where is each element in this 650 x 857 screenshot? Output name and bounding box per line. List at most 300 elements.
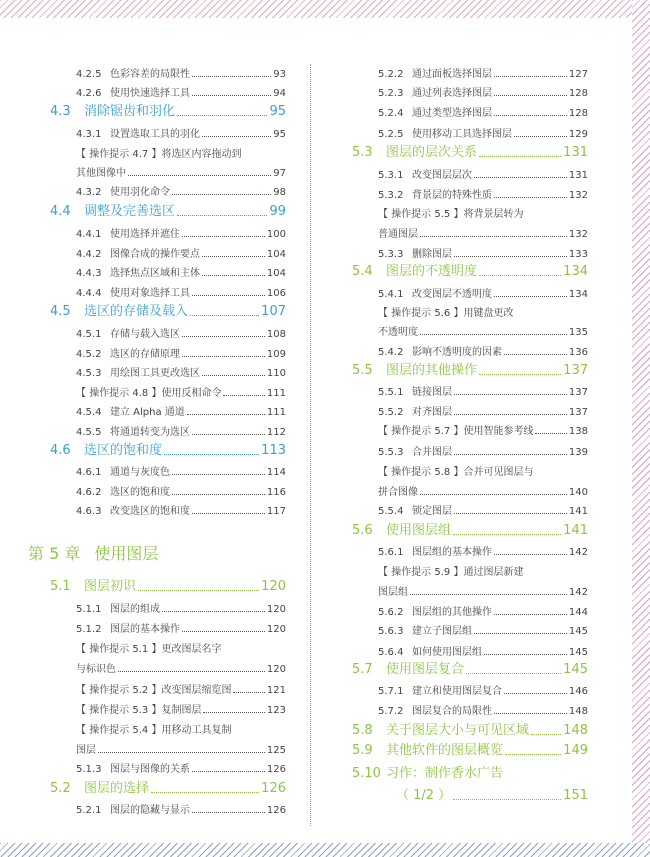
entry-title: 图层的基本操作 <box>110 624 180 635</box>
entry-title: 拼合图像 <box>378 487 418 498</box>
entry-title: 图层 <box>76 745 96 756</box>
dot-leader <box>192 433 265 435</box>
entry-title: 将通道转变为选区 <box>110 427 190 438</box>
page-number: 136 <box>568 347 588 358</box>
page-number: 145 <box>563 662 588 677</box>
entry-line <box>352 125 588 140</box>
section-number: 4.5.2 <box>76 349 102 360</box>
entry-line <box>352 323 588 338</box>
dot-leader <box>484 653 567 655</box>
toc-subsection-entry <box>50 322 286 340</box>
section-number: 5.1.1 <box>76 604 102 615</box>
section-number: 5.5 <box>352 363 373 378</box>
page-number: 131 <box>563 145 588 160</box>
chapter-title: 使用图层 <box>94 544 159 563</box>
section-number: 5.3.3 <box>378 249 404 260</box>
tip-text: 【 操作提示 5.6 】用键盘更改 <box>378 308 514 319</box>
entry-line <box>50 325 286 340</box>
toc-subsection-entry <box>352 242 588 260</box>
section-number: 5.5.3 <box>378 447 404 458</box>
section-number: 4.3.1 <box>76 129 102 140</box>
entry-title: 选择焦点区域和主体 <box>110 268 200 279</box>
page-number: 95 <box>273 129 286 140</box>
section-number: 5.7.1 <box>378 686 404 697</box>
entry-title: 图像合成的操作要点 <box>110 249 200 260</box>
entry-title: 使用快速选择工具 <box>110 88 190 99</box>
dot-leader <box>203 711 264 713</box>
dot-leader <box>474 176 567 178</box>
dot-leader <box>479 274 561 276</box>
toc-subsection-entry <box>352 380 588 398</box>
toc-subsection-entry <box>50 281 286 299</box>
toc-subsection-entry <box>50 261 286 279</box>
entry-line <box>50 364 286 379</box>
section-number: 5.7 <box>352 662 373 677</box>
page-number: 137 <box>568 387 588 398</box>
page-number: 126 <box>266 805 286 816</box>
toc-tip-entry <box>50 142 286 160</box>
entry-title: 对齐图层 <box>412 407 452 418</box>
page-number: 106 <box>266 288 286 299</box>
tip-text: 【 操作提示 5.1 】更改图层名字 <box>76 644 222 655</box>
entry-line <box>352 104 588 119</box>
section-number: 4.5.3 <box>76 368 102 379</box>
toc-section-heading <box>50 778 286 796</box>
page-number: 108 <box>266 329 286 340</box>
toc-subsection-entry <box>50 617 286 635</box>
dot-leader <box>420 235 567 237</box>
entry-line <box>352 166 588 181</box>
section-number: 5.6 <box>352 523 373 538</box>
page-number: 126 <box>266 764 286 775</box>
page-number: 120 <box>266 604 286 615</box>
entry-line <box>50 423 286 438</box>
entry-line <box>352 463 588 478</box>
toc-continuation-entry <box>352 320 588 338</box>
section-number: 5.3.1 <box>378 170 404 181</box>
toc-subsection-entry <box>50 361 286 379</box>
toc-subsection-entry <box>50 180 286 198</box>
toc-subsection-entry <box>50 400 286 418</box>
page-number: 142 <box>568 547 588 558</box>
entry-title: 链接图层 <box>412 387 452 398</box>
page-number: 113 <box>261 443 286 458</box>
entry-line <box>50 284 286 299</box>
page-number: 120 <box>266 624 286 635</box>
dot-leader <box>494 553 567 555</box>
page-number: 111 <box>266 407 286 418</box>
dot-leader <box>454 255 567 257</box>
toc-subsection-entry <box>50 342 286 360</box>
toc-section-heading <box>50 440 286 458</box>
page-number: 128 <box>568 108 588 119</box>
toc-section-heading <box>50 576 286 594</box>
section-number: 5.4 <box>352 264 373 279</box>
entry-title: 锁定图层 <box>412 506 452 517</box>
section-number: 5.2.3 <box>378 88 404 99</box>
page-number: 138 <box>568 426 588 437</box>
dot-leader <box>479 373 561 375</box>
entry-title: 图层组的其他操作 <box>412 607 492 618</box>
toc-section-heading <box>50 301 286 319</box>
dot-leader <box>177 114 267 116</box>
entry-title: 存储与载入选区 <box>110 329 180 340</box>
toc-subsection-entry <box>352 540 588 558</box>
section-number: 5.1.3 <box>76 764 102 775</box>
page-number: 141 <box>568 506 588 517</box>
entry-line <box>352 443 588 458</box>
entry-title: 使用移动工具选择图层 <box>412 129 512 140</box>
entry-line <box>50 164 286 179</box>
entry-title: 影响不透明度的因素 <box>412 347 502 358</box>
dot-leader <box>162 610 265 612</box>
entry-line <box>50 463 286 478</box>
entry-line <box>352 422 588 437</box>
dot-leader <box>182 355 265 357</box>
section-number: 5.5.1 <box>378 387 404 398</box>
section-number: 5.5.4 <box>378 506 404 517</box>
dot-leader <box>504 692 567 694</box>
entry-line <box>50 640 286 655</box>
entry-title: 设置选取工具的羽化 <box>110 129 200 140</box>
entry-line <box>50 502 286 517</box>
dot-leader <box>202 255 265 257</box>
toc-subsection-entry <box>352 679 588 697</box>
page-number: 141 <box>563 523 588 538</box>
page-number: 149 <box>563 743 588 758</box>
dot-leader <box>494 75 567 77</box>
top-stripe-border <box>0 0 650 18</box>
dot-leader <box>514 135 567 137</box>
entry-title: 改变选区的饱和度 <box>110 506 190 517</box>
section-number: 5.7.2 <box>378 706 404 717</box>
page-number: 114 <box>266 467 286 478</box>
section-title: 调整及完善选区 <box>84 204 176 219</box>
dot-leader <box>118 670 265 672</box>
entry-line <box>352 186 588 201</box>
entry-line <box>352 682 588 697</box>
toc-subsection-entry <box>352 122 588 140</box>
entry-title: 图层的隐藏与显示 <box>110 805 190 816</box>
tip-text: 【 操作提示 5.7 】使用智能参考线 <box>378 426 534 437</box>
entry-line <box>352 603 588 618</box>
entry-title: 用绘图工具更改选区 <box>110 368 200 379</box>
toc-subsection-entry <box>50 242 286 260</box>
dot-leader <box>233 691 264 693</box>
toc-tip-entry <box>352 560 588 578</box>
page-number: 133 <box>568 249 588 260</box>
page-number: 111 <box>266 388 286 399</box>
dot-leader <box>454 512 567 514</box>
page-number: 132 <box>568 229 588 240</box>
dot-leader <box>192 512 265 514</box>
dot-leader <box>420 493 567 495</box>
right-stripe-border <box>632 0 650 857</box>
section-number: 4.4.3 <box>76 268 102 279</box>
toc-subsection-entry <box>50 62 286 80</box>
section-number: 5.6.3 <box>378 626 404 637</box>
page-number: 129 <box>568 129 588 140</box>
chapter-number: 第 5 章 <box>28 544 81 563</box>
tip-text: 【 操作提示 5.8 】合并可见图层与 <box>378 467 534 478</box>
dot-leader <box>192 811 265 813</box>
page-number: 127 <box>568 69 588 80</box>
entry-title: 改变图层不透明度 <box>412 289 492 300</box>
toc-section-heading <box>352 763 588 781</box>
toc-section-heading <box>352 659 588 677</box>
dot-leader <box>172 193 271 195</box>
page-number: 134 <box>563 264 588 279</box>
section-title: 选区的饱和度 <box>84 443 163 458</box>
section-title: 图层的层次关系 <box>386 145 478 160</box>
toc-tip-entry <box>50 718 286 736</box>
page-number: 99 <box>269 204 286 219</box>
page-number: 123 <box>266 705 286 716</box>
section-number: 4.6 <box>50 443 71 458</box>
tip-text: 【 操作提示 5.5 】将背景层转为 <box>378 209 524 220</box>
toc-section-heading <box>50 201 286 219</box>
tip-text: 【 操作提示 4.8 】使用反相命令 <box>76 388 222 399</box>
entry-line <box>50 403 286 418</box>
toc-subsection-entry <box>352 699 588 717</box>
toc-subsection-entry <box>50 420 286 438</box>
section-number: 4.4.4 <box>76 288 102 299</box>
section-number: 5.4.2 <box>378 347 404 358</box>
toc-tip-entry <box>50 698 286 716</box>
entry-line <box>352 643 588 658</box>
entry-line <box>50 125 286 140</box>
toc-tip-entry <box>352 419 588 437</box>
dot-leader <box>177 214 267 216</box>
section-number: 4.4.1 <box>76 229 102 240</box>
entry-line <box>352 383 588 398</box>
entry-line <box>352 65 588 80</box>
toc-continuation-entry <box>352 480 588 498</box>
dot-leader <box>479 155 561 157</box>
toc-subsection-entry <box>50 597 286 615</box>
dot-leader <box>453 533 561 535</box>
toc-subsection-entry <box>50 499 286 517</box>
entry-line <box>50 183 286 198</box>
section-number: 5.6.1 <box>378 547 404 558</box>
dot-leader <box>192 94 271 96</box>
dot-leader <box>182 630 265 632</box>
toc-section-heading <box>352 261 588 279</box>
entry-line <box>352 285 588 300</box>
page-number: 140 <box>568 487 588 498</box>
toc-subsection-entry <box>352 499 588 517</box>
page-number: 95 <box>269 104 286 119</box>
toc-tip-entry <box>50 678 286 696</box>
section-number: 4.5.4 <box>76 407 102 418</box>
entry-line <box>50 741 286 756</box>
section-number: 5.2.4 <box>378 108 404 119</box>
entry-title: 使用对象选择工具 <box>110 288 190 299</box>
section-number: 4.6.3 <box>76 506 102 517</box>
section-title: 图层的其他操作 <box>386 363 478 378</box>
page-number: 93 <box>273 69 286 80</box>
toc-continuation-entry <box>352 580 588 598</box>
entry-line <box>50 264 286 279</box>
page-number: 128 <box>568 88 588 99</box>
page-number: 116 <box>266 487 286 498</box>
dot-leader <box>182 235 265 237</box>
dot-leader <box>474 632 567 634</box>
page-number: 125 <box>266 745 286 756</box>
toc-subsection-entry <box>50 757 286 775</box>
section-number: 4.5 <box>50 304 71 319</box>
section-number: 5.2.2 <box>378 69 404 80</box>
dot-leader <box>494 295 567 297</box>
toc-subsection-entry <box>352 163 588 181</box>
dot-leader <box>190 314 259 316</box>
dot-leader <box>494 196 567 198</box>
toc-tip-entry <box>352 460 588 478</box>
entry-line <box>50 145 286 160</box>
dot-leader <box>454 393 567 395</box>
dot-leader <box>453 798 561 800</box>
page-number: 104 <box>266 249 286 260</box>
entry-line <box>50 801 286 816</box>
dot-leader <box>535 432 566 434</box>
page-number: 107 <box>261 304 286 319</box>
toc-subsection-entry <box>352 183 588 201</box>
dot-leader <box>531 733 561 735</box>
entry-title: 建立 Alpha 通道 <box>110 407 185 418</box>
section-title: 图层的不透明度 <box>386 264 478 279</box>
page-number: 142 <box>568 587 588 598</box>
page-number: 131 <box>568 170 588 181</box>
page-number: 134 <box>568 289 588 300</box>
section-number: 4.4.2 <box>76 249 102 260</box>
dot-leader <box>138 589 259 591</box>
entry-line <box>352 622 588 637</box>
section-number: 5.10 <box>352 766 381 781</box>
tip-text: 【 操作提示 4.7 】将选区内容拖动到 <box>76 149 242 160</box>
page-number: 98 <box>273 187 286 198</box>
entry-line <box>50 84 286 99</box>
entry-title: 使用选择并遮住 <box>110 229 180 240</box>
toc-section-continuation <box>352 785 588 803</box>
toc-tip-entry <box>50 381 286 399</box>
entry-title: 如何使用图层组 <box>412 647 482 658</box>
dot-leader <box>494 94 567 96</box>
dot-leader <box>454 413 567 415</box>
page-number: 110 <box>266 368 286 379</box>
entry-title: 图层与图像的关系 <box>110 764 190 775</box>
entry-title: 不透明度 <box>378 327 418 338</box>
section-title: 其他软件的图层概览 <box>386 743 504 758</box>
entry-title: 通道与灰度色 <box>110 467 170 478</box>
entry-title: 建立子图层组 <box>412 626 472 637</box>
toc-tip-entry <box>50 637 286 655</box>
tip-text: 【 操作提示 5.9 】通过图层新建 <box>378 567 524 578</box>
dot-leader <box>410 593 567 595</box>
entry-line <box>352 225 588 240</box>
toc-section-heading <box>352 740 588 758</box>
entry-title: 普通图层 <box>378 229 418 240</box>
page-number: 135 <box>568 327 588 338</box>
toc-subsection-entry <box>352 600 588 618</box>
toc-subsection-entry <box>352 101 588 119</box>
page-number: 132 <box>568 190 588 201</box>
bottom-stripe-border <box>0 843 650 857</box>
dot-leader <box>192 294 265 296</box>
section-number: 4.3.2 <box>76 187 102 198</box>
dot-leader <box>164 453 259 455</box>
dot-leader <box>504 353 567 355</box>
section-number: 5.8 <box>352 723 373 738</box>
section-title: 使用图层复合 <box>386 662 465 677</box>
entry-title: 其他图像中 <box>76 168 126 179</box>
page-number: 137 <box>563 363 588 378</box>
toc-subsection-entry <box>352 282 588 300</box>
toc-continuation-entry <box>352 222 588 240</box>
section-number: 5.2.1 <box>76 805 102 816</box>
entry-line <box>50 681 286 696</box>
toc-subsection-entry <box>50 222 286 240</box>
dot-leader <box>202 374 265 376</box>
entry-line <box>50 721 286 736</box>
entry-title: 改变图层层次 <box>412 170 472 181</box>
section-title: 习作：制作香水广告 <box>386 766 504 781</box>
page-number: 148 <box>563 723 588 738</box>
entry-title: 图层组 <box>378 587 408 598</box>
dot-leader <box>187 413 265 415</box>
entry-title: 建立和使用图层复合 <box>412 686 502 697</box>
page-number: 137 <box>568 407 588 418</box>
page-number: 146 <box>568 686 588 697</box>
toc-subsection-entry <box>50 122 286 140</box>
section-title: 使用图层组 <box>386 523 452 538</box>
dot-leader <box>128 174 271 176</box>
section-number: 4.4 <box>50 204 71 219</box>
dot-leader <box>192 75 271 77</box>
entry-title: 通过面板选择图层 <box>412 69 492 80</box>
entry-title: 背景层的特殊性质 <box>412 190 492 201</box>
entry-title: 图层组的基本操作 <box>412 547 492 558</box>
entry-line <box>352 583 588 598</box>
dot-leader <box>182 335 265 337</box>
dot-leader <box>505 753 561 755</box>
section-number: 4.5.5 <box>76 427 102 438</box>
entry-line <box>352 245 588 260</box>
toc-continuation-entry <box>50 657 286 675</box>
section-number: 5.1.2 <box>76 624 102 635</box>
page-number: 145 <box>568 647 588 658</box>
toc-subsection-entry <box>352 81 588 99</box>
page-number: 120 <box>266 664 286 675</box>
section-number: 4.6.1 <box>76 467 102 478</box>
dot-leader <box>202 135 271 137</box>
dot-leader <box>202 274 265 276</box>
toc-subsection-entry <box>352 62 588 80</box>
entry-line <box>50 660 286 675</box>
toc-subsection-entry <box>50 460 286 478</box>
toc-section-heading <box>352 360 588 378</box>
entry-line <box>352 343 588 358</box>
section-number: 4.6.2 <box>76 487 102 498</box>
page-number: 117 <box>266 506 286 517</box>
column-divider <box>310 64 311 826</box>
entry-line <box>50 760 286 775</box>
section-title: 图层的选择 <box>84 781 150 796</box>
toc-subsection-entry <box>352 619 588 637</box>
page-number: 97 <box>273 168 286 179</box>
entry-line <box>352 483 588 498</box>
entry-title: 合并图层 <box>412 447 452 458</box>
page-number: 109 <box>266 349 286 360</box>
